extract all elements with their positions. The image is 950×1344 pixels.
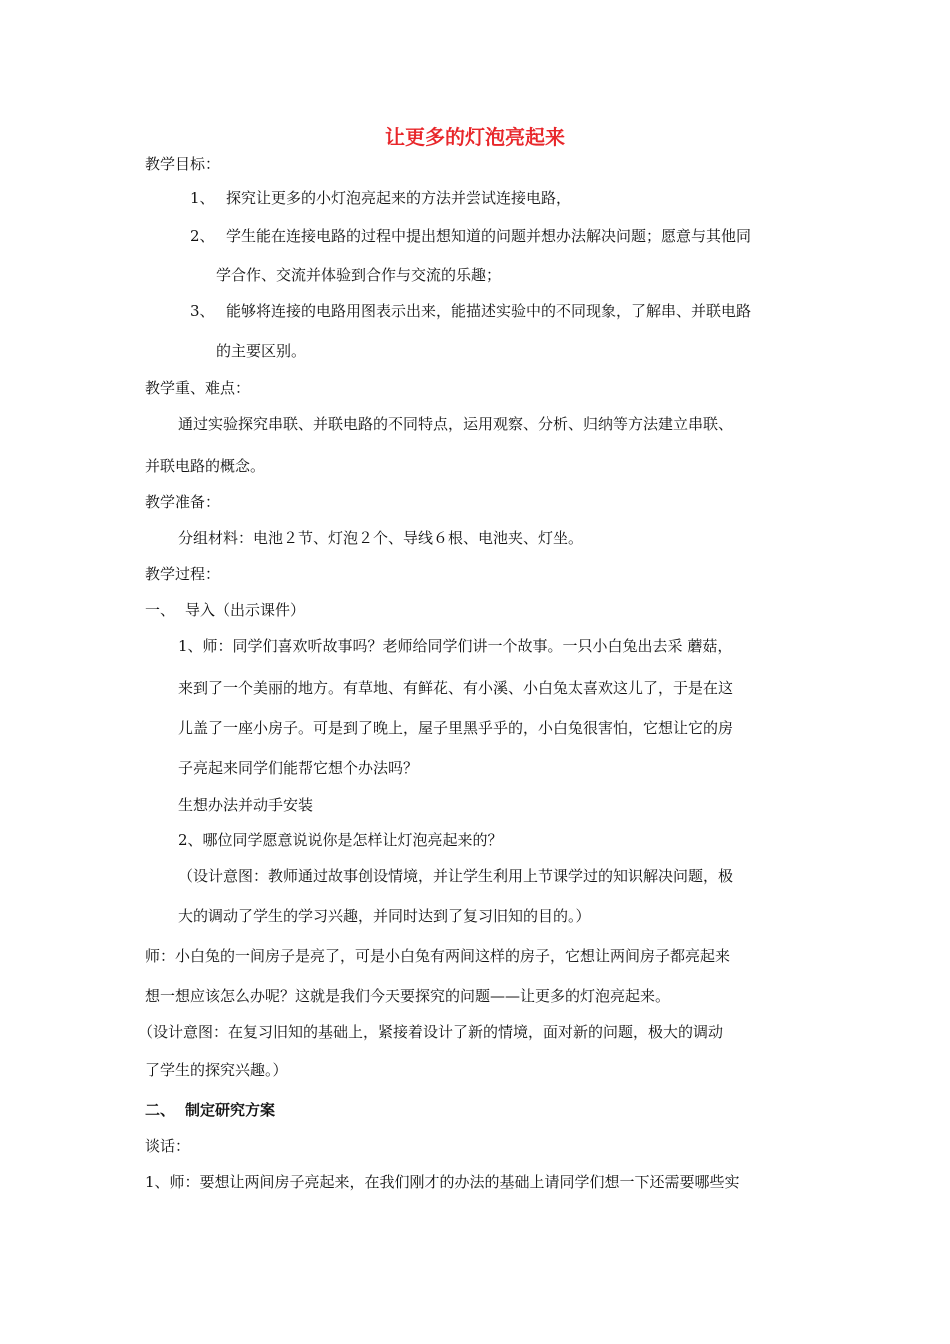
- process-heading: 教学过程：: [145, 565, 221, 583]
- prep-text: 分组材料：电池２节、灯泡２个、导线６根、电池夹、灯坐。: [178, 529, 584, 547]
- goal-item-1: [190, 188, 571, 208]
- story-paragraph-line-4: 子亮起来同学们能帮它想个办法吗？: [178, 759, 419, 777]
- section-2-number: 二、: [145, 1101, 176, 1119]
- document-title: 让更多的灯泡亮起来: [385, 125, 565, 149]
- goal-item-2-number: 2、: [190, 227, 215, 245]
- design-intent-1-continuation: 大的调动了学生的学习兴趣，并同时达到了复习旧知的目的。）: [178, 907, 591, 925]
- talk-label: 谈话：: [145, 1137, 191, 1155]
- student-action: 生想办法并动手安装: [178, 796, 314, 814]
- goals-heading: 教学目标：: [145, 155, 221, 173]
- section-1-number: 一、: [145, 601, 176, 619]
- goal-item-1-text: 探究让更多的小灯泡亮起来的方法并尝试连接电路，: [226, 189, 572, 207]
- section-1-heading: [145, 600, 305, 620]
- story-paragraph-line-2: 来到了一个美丽的地方。有草地、有鲜花、有小溪、小白兔太喜欢这儿了，于是在这: [178, 679, 734, 697]
- goal-item-3-number: 3、: [190, 302, 215, 320]
- goal-item-3-text: 能够将连接的电路用图表示出来，能描述实验中的不同现象，了解串、并联电路: [226, 302, 752, 320]
- teacher-paragraph: 师：小白兔的一间房子是亮了，可是小白兔有两间这样的房子，它想让两间房子都亮起来: [145, 947, 731, 965]
- goal-item-2-continuation: 学合作、交流并体验到合作与交流的乐趣；: [216, 266, 502, 284]
- goal-item-2: [190, 226, 751, 246]
- teacher-paragraph-continuation: 想一想应该怎么办呢？这就是我们今天要探究的问题——让更多的灯泡亮起来。: [145, 987, 671, 1005]
- story-paragraph-line-3: 儿盖了一座小房子。可是到了晚上，屋子里黑乎乎的，小白兔很害怕，它想让它的房: [178, 719, 734, 737]
- prep-heading: 教学准备：: [145, 493, 221, 511]
- keypoints-text-continuation: 并联电路的概念。: [145, 457, 266, 475]
- goal-item-1-number: 1、: [190, 189, 215, 207]
- section-2-heading: [145, 1100, 275, 1120]
- keypoints-text: 通过实验探究串联、并联电路的不同特点，运用观察、分析、归纳等方法建立串联、: [178, 415, 734, 433]
- question-1: 1、师：要想让两间房子亮起来，在我们刚才的办法的基础上请同学们想一下还需要哪些实: [145, 1173, 740, 1191]
- section-1-title: 导入（出示课件）: [185, 601, 306, 619]
- goal-item-3: [190, 301, 751, 321]
- design-intent-2: （设计意图：在复习旧知的基础上，紧接着设计了新的情境，面对新的问题，极大的调动: [138, 1023, 724, 1041]
- goal-item-3-continuation: 的主要区别。: [216, 342, 307, 360]
- section-2-title: 制定研究方案: [185, 1101, 276, 1119]
- story-paragraph: 1、师：同学们喜欢听故事吗？老师给同学们讲一个故事。一只小白兔出去采 蘑菇，: [178, 637, 733, 655]
- keypoints-heading: 教学重、难点：: [145, 379, 251, 397]
- goal-item-2-text: 学生能在连接电路的过程中提出想知道的问题并想办法解决问题；愿意与其他同: [226, 227, 752, 245]
- design-intent-1: （设计意图：教师通过故事创设情境，并让学生利用上节课学过的知识解决问题，极: [178, 867, 734, 885]
- design-intent-2-continuation: 了学生的探究兴趣。）: [145, 1061, 288, 1079]
- question-2: 2、哪位同学愿意说说你是怎样让灯泡亮起来的？: [178, 831, 503, 849]
